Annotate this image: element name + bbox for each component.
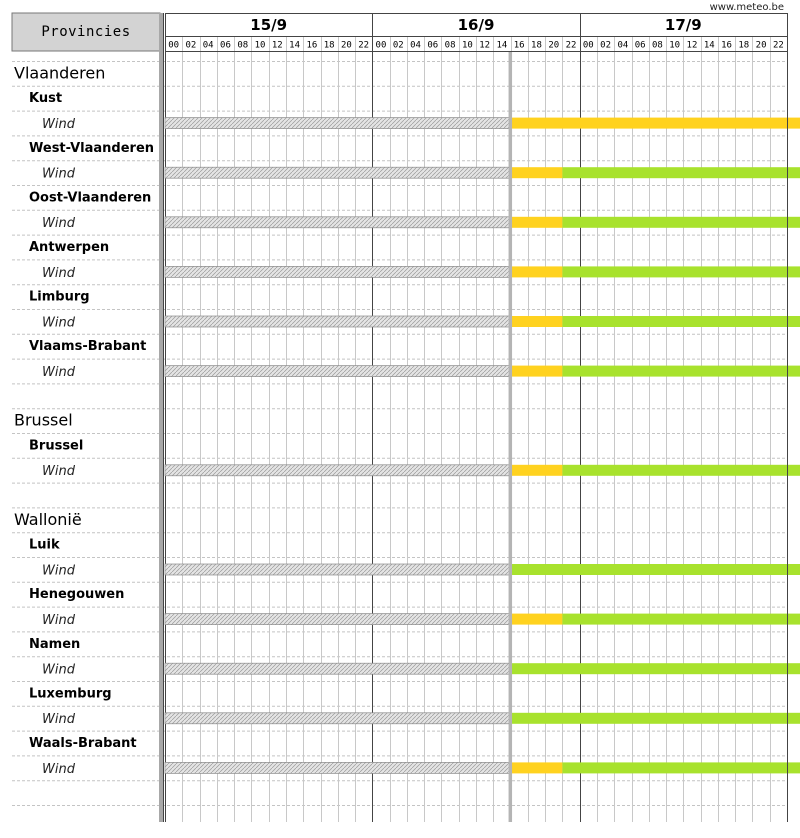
yellow-wind-bar <box>511 266 563 277</box>
source-url[interactable]: www.meteo.be <box>709 2 784 13</box>
hour-tick-label: 06 <box>634 40 646 51</box>
green-wind-bar <box>562 614 800 625</box>
yellow-wind-bar <box>511 614 563 625</box>
parameter-label: Wind <box>42 464 75 480</box>
green-wind-bar <box>562 366 800 377</box>
province-label: Limburg <box>29 289 90 305</box>
hour-tick-label: 20 <box>755 40 767 51</box>
hour-tick-label: 22 <box>358 40 370 51</box>
hour-tick-label: 12 <box>479 40 491 51</box>
green-wind-bar <box>562 266 800 277</box>
province-label: Oost-Vlaanderen <box>29 190 152 206</box>
hour-tick-label: 20 <box>548 40 560 51</box>
hour-tick-label: 12 <box>271 40 283 51</box>
frame-lines <box>159 13 788 822</box>
parameter-label: Wind <box>42 315 75 331</box>
past-period-bar <box>165 762 511 773</box>
yellow-wind-bar <box>511 217 563 228</box>
day-label: 17/9 <box>664 16 702 34</box>
hour-tick-label: 16 <box>306 40 318 51</box>
yellow-wind-bar <box>511 316 563 327</box>
past-period-bar <box>165 217 511 228</box>
green-wind-bar <box>511 663 800 674</box>
hour-tick-label: 14 <box>289 40 301 51</box>
parameter-label: Wind <box>42 563 75 579</box>
parameter-label: Wind <box>42 761 75 777</box>
parameter-label: Wind <box>42 364 75 380</box>
hour-tick-label: 08 <box>237 40 249 51</box>
yellow-wind-bar <box>511 465 563 476</box>
region-label: Wallonië <box>14 509 82 529</box>
past-period-bar <box>165 465 511 476</box>
bars-layer <box>165 118 800 774</box>
past-period-bar <box>165 663 511 674</box>
hour-tick-label: 10 <box>254 40 266 51</box>
hour-tick-label: 02 <box>392 40 404 51</box>
yellow-wind-bar <box>511 366 563 377</box>
past-period-bar <box>165 167 511 178</box>
hour-tick-label: 10 <box>669 40 681 51</box>
yellow-wind-bar <box>511 118 800 129</box>
region-label: Brussel <box>14 410 73 430</box>
now-marker-line <box>509 52 513 822</box>
parameter-label: Wind <box>42 216 75 232</box>
parameter-label: Wind <box>42 662 75 678</box>
hour-tick-label: 04 <box>202 40 214 51</box>
day-label: 16/9 <box>457 16 495 34</box>
province-label: West-Vlaanderen <box>29 140 155 156</box>
green-wind-bar <box>562 762 800 773</box>
hour-tick-label: 16 <box>721 40 732 51</box>
parameter-label: Wind <box>42 166 75 182</box>
past-period-bar <box>165 614 511 625</box>
hour-tick-label: 18 <box>738 40 750 51</box>
hour-tick-label: 12 <box>686 40 698 51</box>
hour-tick-label: 20 <box>340 40 352 51</box>
yellow-wind-bar <box>511 167 563 178</box>
province-label: Antwerpen <box>29 239 110 255</box>
hour-tick-label: 00 <box>375 40 387 51</box>
green-wind-bar <box>511 564 800 575</box>
row-labels <box>14 63 154 776</box>
hour-tick-label: 08 <box>651 40 663 51</box>
province-label: Kust <box>29 91 63 107</box>
parameter-label: Wind <box>42 265 75 281</box>
green-wind-bar <box>562 316 800 327</box>
hour-tick-label: 14 <box>496 40 508 51</box>
province-label: Luik <box>29 537 60 553</box>
hour-tick-label: 18 <box>323 40 335 51</box>
yellow-wind-bar <box>511 762 563 773</box>
green-wind-bar <box>562 217 800 228</box>
day-label: 15/9 <box>250 16 288 34</box>
green-wind-bar <box>562 465 800 476</box>
hour-tick-label: 06 <box>427 40 439 51</box>
parameter-label: Wind <box>42 712 75 728</box>
label-column-separator <box>159 13 163 822</box>
past-period-bar <box>165 118 511 129</box>
past-period-bar <box>165 564 511 575</box>
hour-tick-label: 02 <box>185 40 197 51</box>
past-period-bar <box>165 266 511 277</box>
hour-tick-label: 16 <box>513 40 525 51</box>
hour-tick-label: 22 <box>772 40 784 51</box>
province-label: Henegouwen <box>29 587 125 603</box>
provincies-header-title: Provincies <box>41 24 131 40</box>
green-wind-bar <box>511 713 800 724</box>
province-label: Luxemburg <box>29 686 112 702</box>
hour-tick-label: 00 <box>582 40 594 51</box>
past-period-bar <box>165 366 511 377</box>
hour-tick-label: 04 <box>410 40 421 51</box>
province-label: Namen <box>29 636 81 652</box>
province-label: Waals-Brabant <box>29 735 137 751</box>
time-axis <box>168 16 784 51</box>
province-label: Vlaams-Brabant <box>29 339 147 355</box>
hour-tick-label: 00 <box>168 40 180 51</box>
hour-tick-label: 14 <box>703 40 715 51</box>
province-label: Brussel <box>29 438 84 454</box>
hour-tick-label: 06 <box>220 40 231 51</box>
hour-tick-label: 10 <box>461 40 473 51</box>
hour-tick-label: 02 <box>600 40 612 51</box>
grid-lines <box>12 13 788 822</box>
past-period-bar <box>165 316 511 327</box>
region-label: Vlaanderen <box>14 63 106 83</box>
past-period-bar <box>165 713 511 724</box>
parameter-label: Wind <box>42 612 75 628</box>
parameter-label: Wind <box>42 116 75 132</box>
hour-tick-label: 18 <box>531 40 542 51</box>
green-wind-bar <box>562 167 800 178</box>
hour-tick-label: 04 <box>617 40 629 51</box>
hour-tick-label: 22 <box>565 40 577 51</box>
hour-tick-label: 08 <box>444 40 456 51</box>
